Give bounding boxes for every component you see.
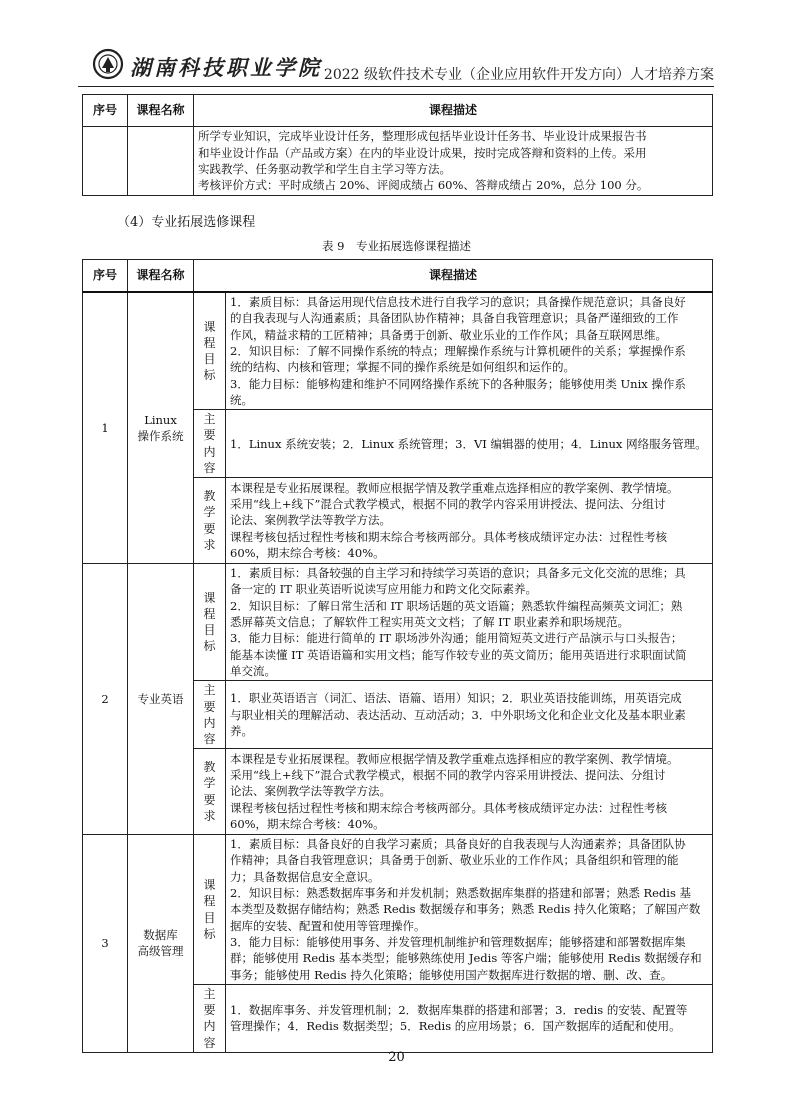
row-label [194, 985, 226, 1053]
desc-line: 作风，精益求精的工匠精神；具备勇于创新、敬业乐业的工作作风；具备互联网思维。 [230, 327, 667, 342]
elective-courses-table [82, 259, 713, 1053]
desc-line: 统的结构、内核和管理；掌握不同的操作系统是如何组织和运作的。 [230, 360, 575, 375]
graduation-project-table [82, 94, 713, 196]
course-name [128, 292, 194, 564]
school-name: 湖南科技职业学院 [130, 55, 322, 80]
course-seq: 2 [83, 564, 128, 835]
course-seq: 3 [83, 835, 128, 1053]
desc-line: 3．能力目标：能进行简单的 IT 职场涉外沟通；能用简短英文进行产品演示与口头报告； [230, 631, 683, 646]
row-label [194, 681, 226, 749]
desc-line: 的自我表现与人沟通素质；具备团队协作精神；具备自我管理意识；具备严谨细致的工作 [230, 311, 679, 326]
desc-line: 3．能力目标：能够使用事务、并发管理机制维护和管理数据库；能够搭建和部署数据库集 [230, 935, 686, 950]
course-name-line: Linux [144, 412, 177, 427]
desc-line: 1．职业英语语言（词汇、语法、语篇、语用）知识；2．职业英语技能训练，用英语完成 [230, 691, 682, 706]
row-label [194, 292, 226, 410]
description-cell [226, 478, 713, 564]
row-label [194, 564, 226, 681]
row-label-line: 课程 [203, 319, 216, 350]
desc-line: 1．素质目标：具备良好的自我学习素质；具备良好的自我表现与人沟通素养；具备团队协 [230, 837, 686, 852]
col-header-seq: 序号 [83, 95, 128, 127]
description-cell [194, 127, 713, 196]
row-label-line: 课程 [203, 590, 216, 621]
desc-line: 据库的安装、配置和使用等管理操作。 [230, 918, 426, 933]
course-name [128, 835, 194, 1053]
row-label-line: 内容 [203, 444, 216, 475]
course-name [128, 564, 194, 835]
row-label-line: 要求 [203, 792, 216, 823]
desc-line: 论法、案例教学法等教学方法。 [230, 513, 391, 528]
row-label-line: 要求 [203, 521, 216, 552]
desc-line: 课程考核包括过程性考核和期末综合考核两部分。具体考核成绩评定办法：过程性考核 [230, 529, 667, 544]
desc-line: 论法、案例教学法等教学方法。 [230, 784, 391, 799]
description-cell [226, 564, 713, 681]
desc-line: 作精神；具备自我管理意识；具备勇于创新、敬业乐业的工作作风；具备组织和管理的能 [230, 853, 679, 868]
description-cell [226, 835, 713, 985]
course-name-line: 专业英语 [137, 691, 184, 706]
row-label-line: 主要 [203, 412, 216, 443]
desc-line: 60%，期末综合考核：40%。 [230, 817, 385, 832]
desc-line: 事务；能够使用 Redis 持久化策略；能够使用国产数据库进行数据的增、删、改、查。 [230, 967, 673, 982]
col-header-course: 课程名称 [128, 260, 194, 293]
desc-line: 本课程是专业拓展课程。教师应根据学情及教学重难点选择相应的教学案例、教学情境。 [230, 751, 679, 766]
desc-line: 备一定的 IT 职业英语听说读写应用能力和跨文化交际素养。 [230, 582, 538, 597]
document-title: 2022 级软件技术专业（企业应用软件开发方向）人才培养方案 [323, 67, 714, 83]
row-label-line: 教学 [203, 760, 216, 791]
desc-line: 单交流。 [230, 664, 276, 679]
table-caption: 表 9 专业拓展选修课程描述 [322, 239, 471, 253]
col-header-seq: 序号 [83, 260, 128, 293]
desc-line: 实践教学、任务驱动教学和学生自主学习等方法。 [198, 162, 451, 176]
row-label-line: 内容 [203, 1019, 216, 1050]
empty-cell [128, 127, 194, 196]
course-name-line: 高级管理 [137, 944, 184, 959]
row-label [194, 749, 226, 835]
description-cell [226, 985, 713, 1053]
row-label-line: 课程 [203, 878, 216, 909]
desc-line: 2．知识目标：熟悉数据库事务和并发机制；熟悉数据库集群的搭建和部署；熟悉 Redis 基 [230, 886, 692, 901]
row-label-line: 目标 [203, 352, 216, 383]
col-header-desc: 课程描述 [194, 260, 713, 293]
desc-line: 60%，期末综合考核：40%。 [230, 546, 385, 561]
desc-line: 力；具备数据信息安全意识。 [230, 869, 380, 884]
desc-line: 本类型及数据存储结构；熟悉 Redis 数据缓存和事务；熟悉 Redis 持久化策略；了解国产数 [230, 902, 701, 917]
desc-line: 采用“线上+线下”混合式教学模式，根据不同的教学内容采用讲授法、提问法、分组讨 [230, 768, 666, 783]
desc-line: 考核评价方式：平时成绩占 20%、评阅成绩占 60%、答辩成绩占 20%，总分 100 分。 [198, 178, 649, 193]
description-cell [226, 749, 713, 835]
desc-line: 养。 [230, 723, 253, 738]
desc-line: 1．素质目标：具备运用现代信息技术进行自我学习的意识；具备操作规范意识；具备良好 [230, 295, 686, 309]
page-number: 20 [388, 1050, 405, 1065]
course-name-line: 操作系统 [137, 429, 184, 444]
desc-line: 悉屏幕英文信息；了解软件工程实用英文文档；了解 IT 职业素养和职场规范。 [230, 615, 630, 630]
row-label-line: 目标 [203, 910, 216, 941]
row-label-line: 目标 [203, 623, 216, 654]
row-label [194, 835, 226, 985]
desc-line: 能基本读懂 IT 英语语篇和实用文档；能写作较专业的英文简历；能用英语进行求职面试简 [230, 647, 687, 662]
desc-line: 本课程是专业拓展课程。教师应根据学情及教学重难点选择相应的教学案例、教学情境。 [230, 480, 679, 495]
school-logo-icon [92, 48, 124, 80]
desc-line: 课程考核包括过程性考核和期末综合考核两部分。具体考核成绩评定办法：过程性考核 [230, 800, 667, 815]
row-label-line: 教学 [203, 489, 216, 520]
desc-line: 1．Linux 系统安装；2．Linux 系统管理；3．VI 编辑器的使用；4．Linux 网络服务管理。 [230, 436, 707, 451]
course-name-line: 数据库 [143, 928, 178, 943]
desc-line: 群；能够使用 Redis 基本类型；能够熟练使用 Jedis 等客户端；能够使用 Redis 数据缓存和 [230, 951, 702, 966]
description-cell [226, 681, 713, 749]
desc-line: 1．数据库事务、并发管理机制；2．数据库集群的搭建和部署；3．redis 的安装、配置等 [230, 1003, 688, 1018]
empty-cell [83, 127, 128, 196]
row-label-line: 主要 [203, 987, 216, 1018]
desc-line: 2．知识目标：了解日常生活和 IT 职场话题的英文语篇；熟悉软件编程高频英文词汇；熟 [230, 598, 683, 613]
row-label [194, 478, 226, 564]
row-label-line: 内容 [203, 715, 216, 746]
desc-line: 3．能力目标：能够构建和维护不同网络操作系统下的各种服务；能够使用类 Unix 操作系统。 [230, 376, 686, 407]
desc-line: 与职业相关的理解活动、表达活动、互动活动；3．中外职场文化和企业文化及基本职业素 [230, 707, 686, 722]
section-title: （4）专业拓展选修课程 [117, 215, 256, 230]
col-header-course: 课程名称 [128, 95, 194, 127]
desc-line: 1．素质目标：具备较强的自主学习和持续学习英语的意识；具备多元文化交流的思维；具 [230, 566, 686, 581]
desc-line: 和毕业设计作品（产品或方案）在内的毕业设计成果，按时完成答辩和资料的上传。采用 [198, 145, 647, 160]
desc-line: 管理操作；4．Redis 数据类型；5．Redis 的应用场景；6．国产数据库的适配和使用。 [230, 1019, 681, 1034]
row-label [194, 410, 226, 478]
description-cell [226, 410, 713, 478]
desc-line: 2．知识目标：了解不同操作系统的特点；理解操作系统与计算机硬件的关系；掌握操作系 [230, 343, 686, 358]
desc-line: 所学专业知识，完成毕业设计任务，整理形成包括毕业设计任务书、毕业设计成果报告书 [198, 129, 647, 144]
course-seq: 1 [83, 292, 128, 564]
desc-line: 采用“线上+线下”混合式教学模式，根据不同的教学内容采用讲授法、提问法、分组讨 [230, 497, 666, 512]
page-header [78, 42, 714, 87]
col-header-desc: 课程描述 [194, 95, 713, 127]
row-label-line: 主要 [203, 683, 216, 714]
description-cell [226, 292, 713, 410]
